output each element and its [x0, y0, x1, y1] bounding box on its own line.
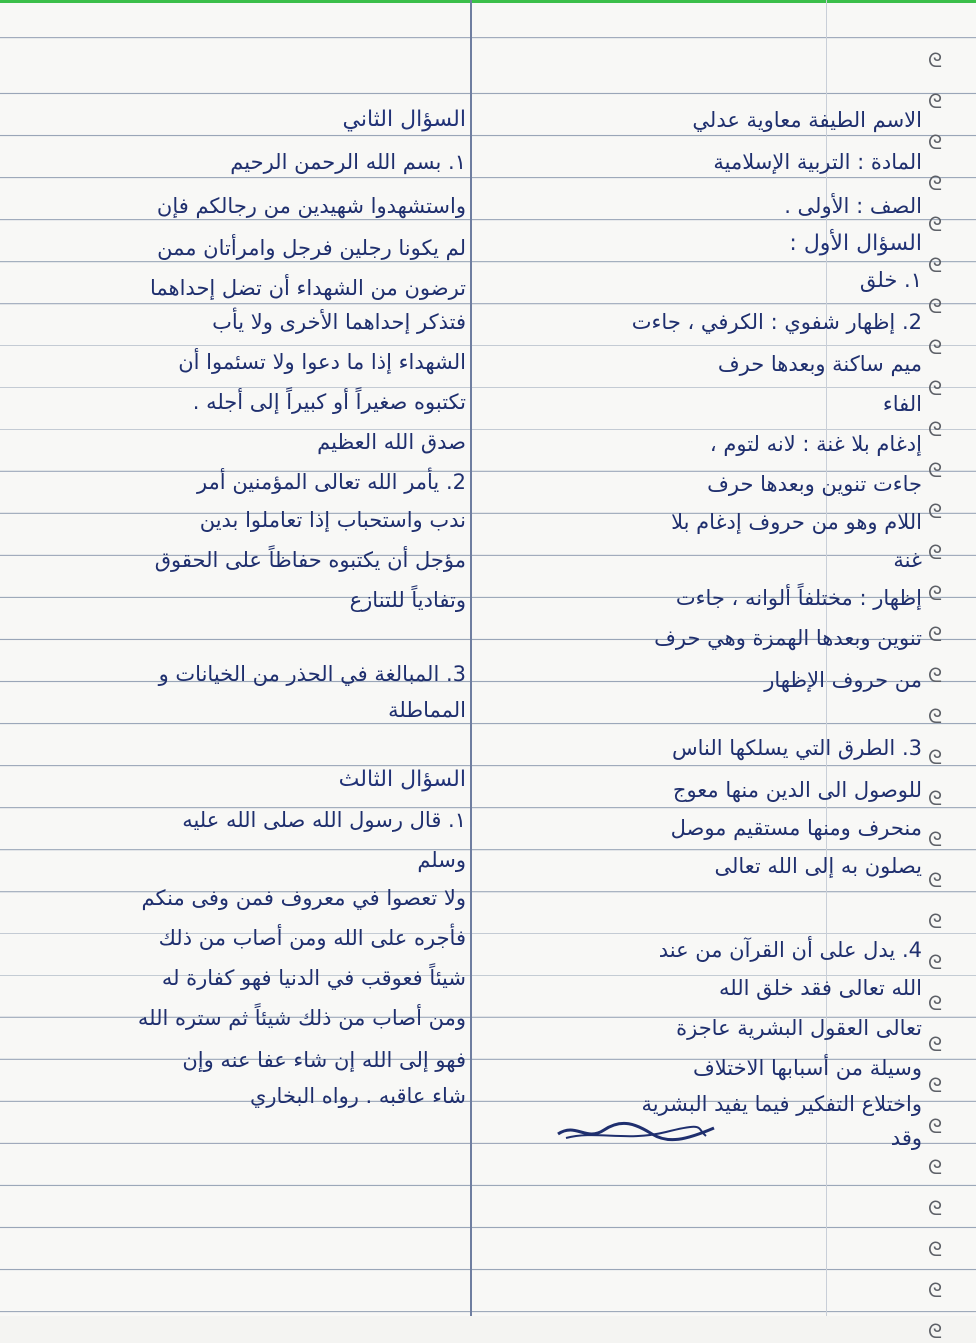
- right-column-line: الفاء: [882, 392, 922, 416]
- spiral-ring-icon: ᘓ: [928, 335, 943, 359]
- spiral-ring-icon: ᘓ: [928, 745, 943, 769]
- left-column-line: تكتبوه صغيراً أو كبيراً إلى أجله .: [192, 390, 466, 414]
- left-column-line: فأجره على الله ومن أصاب من ذلك: [158, 926, 466, 950]
- right-column-line: الله تعالى فقد خلق الله: [719, 976, 922, 1000]
- left-column-line: ولا تعصوا في معروف فمن وفى منكم: [141, 886, 466, 910]
- right-column-line: للوصول الى الدين منها معوج: [672, 778, 922, 802]
- spiral-ring-icon: ᘓ: [928, 130, 943, 154]
- right-column-line: واختلاع التفكير فيما يفيد البشرية: [641, 1092, 922, 1116]
- spiral-ring-icon: ᘓ: [928, 376, 943, 400]
- left-column-line: شيئاً فعوقب في الدنيا فهو كفارة له: [161, 966, 466, 990]
- spiral-ring-icon: ᘓ: [928, 1278, 943, 1302]
- spiral-ring-icon: ᘓ: [928, 663, 943, 687]
- spiral-ring-icon: ᘓ: [928, 48, 943, 72]
- left-column-line: 3. المبالغة في الحذر من الخيانات و: [158, 662, 466, 686]
- spiral-ring-icon: ᘓ: [928, 1319, 943, 1343]
- left-column-line: لم يكونا رجلين فرجل وامرأتان ممن: [157, 236, 466, 260]
- right-column-line: السؤال الأول :: [789, 231, 922, 256]
- left-column-line: شاء عاقبه . رواه البخاري: [249, 1084, 466, 1108]
- left-column-line: صدق الله العظيم: [317, 430, 466, 454]
- left-column-line: ومن أصاب من ذلك شيئاً ثم ستره الله: [137, 1006, 466, 1030]
- spiral-ring-icon: ᘓ: [928, 827, 943, 851]
- right-column-line: تعالى العقول البشرية عاجزة: [676, 1016, 922, 1040]
- left-column-line: ١. قال رسول الله صلى الله عليه: [182, 808, 466, 832]
- left-column-line: مؤجل أن يكتبوه حفاظاً على الحقوق: [154, 548, 466, 572]
- spiral-binding: [928, 0, 976, 1343]
- signature-scribble: [556, 1118, 716, 1146]
- right-column-line: المادة : التربية الإسلامية: [713, 150, 922, 174]
- spiral-ring-icon: ᘓ: [928, 1237, 943, 1261]
- right-column-line: ١. خلق: [859, 268, 922, 292]
- left-column-line: السؤال الثالث: [338, 767, 466, 792]
- spiral-ring-icon: ᘓ: [928, 253, 943, 277]
- spiral-ring-icon: ᘓ: [928, 499, 943, 523]
- right-column-line: 3. الطرق التي يسلكها الناس: [672, 736, 922, 760]
- left-column-line: ندب واستحباب إذا تعاملوا بدين: [199, 508, 466, 532]
- right-column-line: يصلون به إلى الله تعالى: [714, 854, 922, 878]
- left-column-line: السؤال الثاني: [342, 107, 466, 132]
- spiral-ring-icon: ᘓ: [928, 540, 943, 564]
- spiral-ring-icon: ᘓ: [928, 909, 943, 933]
- left-column-line: 2. يأمر الله تعالى المؤمنين أمر: [196, 470, 466, 494]
- right-column-line: الصف : الأولى .: [784, 194, 922, 218]
- right-column-line: منحرف ومنها مستقيم موصل: [670, 816, 922, 840]
- right-column-line: ميم ساكنة وبعدها حرف: [717, 352, 922, 376]
- right-column-line: اللام وهو من حروف إدغام بلا: [671, 510, 922, 534]
- left-column-line: وتفادياً للتنازع: [349, 588, 466, 612]
- right-column-line: 2. إظهار شفوي : الكرفي ، جاءت: [631, 310, 922, 334]
- spiral-ring-icon: ᘓ: [928, 1196, 943, 1220]
- right-column-line: وقد: [890, 1126, 922, 1150]
- spiral-ring-icon: ᘓ: [928, 89, 943, 113]
- spiral-ring-icon: ᘓ: [928, 950, 943, 974]
- spiral-ring-icon: ᘓ: [928, 212, 943, 236]
- right-column-line: جاءت تنوين وبعدها حرف: [707, 472, 922, 496]
- spiral-ring-icon: ᘓ: [928, 417, 943, 441]
- spiral-ring-icon: ᘓ: [928, 294, 943, 318]
- right-column-line: وسيلة من أسبابها الاختلاف: [692, 1056, 922, 1080]
- spiral-ring-icon: ᘓ: [928, 622, 943, 646]
- left-column-line: الشهداء إذا ما دعوا ولا تسئموا أن: [178, 350, 466, 374]
- left-column-line: واستشهدوا شهيدين من رجالكم فإن: [156, 194, 466, 218]
- green-top-edge: [0, 0, 976, 3]
- right-column-line: 4. يدل على أن القرآن من عند: [658, 938, 922, 962]
- spiral-ring-icon: ᘓ: [928, 1073, 943, 1097]
- right-column-line: تنوين وبعدها الهمزة وهي حرف: [654, 626, 922, 650]
- left-column-line: وسلم: [417, 848, 466, 872]
- spiral-ring-icon: ᘓ: [928, 991, 943, 1015]
- left-column-line: المماطلة: [388, 698, 466, 722]
- spiral-ring-icon: ᘓ: [928, 581, 943, 605]
- spiral-ring-icon: ᘓ: [928, 171, 943, 195]
- spiral-ring-icon: ᘓ: [928, 1114, 943, 1138]
- right-column-line: إدغام بلا غنة : لانه لتوم ،: [709, 432, 922, 456]
- spiral-ring-icon: ᘓ: [928, 1155, 943, 1179]
- left-column-line: ١. بسم الله الرحمن الرحيم: [230, 150, 466, 174]
- right-column-line: إظهار : مختلفاً ألوانه ، جاءت: [675, 586, 922, 610]
- left-column-line: ترضون من الشهداء أن تضل إحداهما: [149, 276, 466, 300]
- right-column-line: الاسم الطيفة معاوية عدلي: [692, 108, 922, 132]
- spiral-ring-icon: ᘓ: [928, 1032, 943, 1056]
- spiral-ring-icon: ᘓ: [928, 704, 943, 728]
- spiral-ring-icon: ᘓ: [928, 868, 943, 892]
- right-column-line: من حروف الإظهار: [764, 668, 922, 692]
- center-margin-line: [470, 0, 472, 1316]
- right-column-line: غنة: [893, 548, 922, 572]
- left-column-line: فهو إلى الله إن شاء عفا عنه وإن: [182, 1048, 466, 1072]
- spiral-ring-icon: ᘓ: [928, 786, 943, 810]
- spiral-ring-icon: ᘓ: [928, 458, 943, 482]
- left-column-line: فتذكر إحداهما الأخرى ولا يأب: [212, 310, 466, 334]
